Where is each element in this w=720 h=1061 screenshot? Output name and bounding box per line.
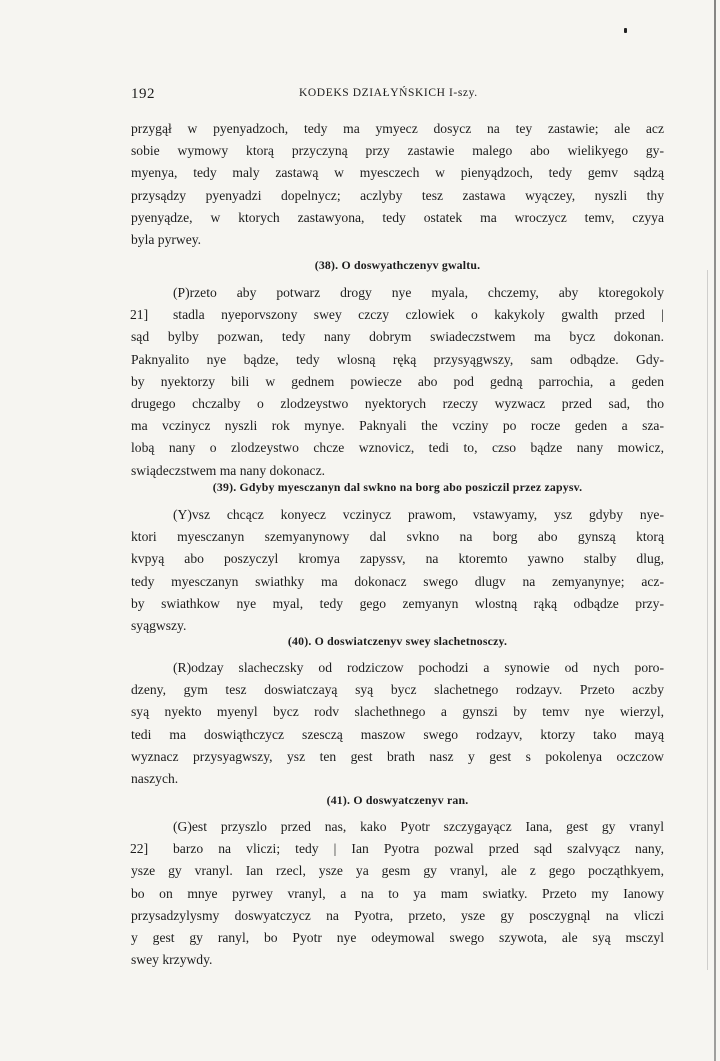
page-header xyxy=(131,86,664,106)
ink-speck xyxy=(624,28,627,33)
continuation-paragraph xyxy=(131,118,664,251)
text-line: (Y)vsz chcącz konyecz vczinycz prawom, vstawyamy, ysz gdyby nye- xyxy=(173,507,664,522)
section-paragraph-39 xyxy=(131,504,664,637)
text-line: swey krzywdy. xyxy=(131,952,213,968)
text-line: sobie wymowy ktorą przyczyną przy zastawie malego abo wielikyego gy- xyxy=(131,143,664,159)
text-line: sąd bylby pozwan, tedy nany dobrym swiadeczstwem ma bycz dokonan. xyxy=(131,329,664,345)
text-line: barzo na vliczi; tedy | Ian Pyotra pozwal przed sąd szalvyącz nany, xyxy=(173,841,664,857)
text-line: Paknyalito nye bądze, tedy wlosną ręką przysyągwszy, sam odbądze. Gdy- xyxy=(131,351,664,367)
text-line: (P)rzeto aby potwarz drogy nye myala, chczemy, aby ktoregokoly xyxy=(173,285,664,300)
page-number: 192 xyxy=(131,86,155,102)
section-heading-38: (38). O doswyathczenyv gwaltu. xyxy=(314,258,481,272)
text-line: stadla nyeporvszony swey czczy czlowiek o kakykoly gwalth przed | xyxy=(173,307,664,323)
page-edge-shadow xyxy=(714,0,716,1061)
text-line: syą nyekto myenyl bycz rodv slachethnego a gynszi by temv nye wierzyl, xyxy=(131,704,664,720)
margin-number-21: 21] xyxy=(130,307,149,322)
section-paragraph-40 xyxy=(131,657,664,790)
text-line: by swiathkow nye myal, tedy gego zemyanyn wlostną rąką odbądze przy- xyxy=(131,595,664,611)
text-line: byla pyrwey. xyxy=(131,232,202,248)
text-line: wyznacz przysyagwszy, ysz ten gest brath nasz y gest s pokolenya oczczow xyxy=(131,748,664,764)
section-heading-40: (40). O doswiatczenyv swey slachetnosczy. xyxy=(287,634,508,648)
text-line: myenya, tedy maly zastawą w myesczech w pienyądzoch, tedy gemv sądzą xyxy=(131,165,664,181)
text-line: tedy myesczanyn swiathky ma dokonacz swego dlugv na zemyanynye; acz- xyxy=(131,573,664,589)
running-title: KODEKS DZIAŁYŃSKICH I-szy. xyxy=(299,87,478,99)
text-line: pyenyądze, w ktorych zastawyona, tedy ostatek ma wroczycz temv, czyya xyxy=(131,209,664,225)
text-line: by nyektorzy bili w gednem powiecze abo pod gedną parrochia, a geden xyxy=(131,373,664,389)
text-line: naszych. xyxy=(131,771,179,787)
section-heading-39: (39). Gdyby myesczanyn dal swkno na borg abo posziczil przez zapysv. xyxy=(212,480,583,494)
text-line: przysądzy pyenyadzi dopelnycz; aczlyby tesz zastawa wyączey, nyszli thy xyxy=(131,187,664,203)
section-heading-41: (41). O doswyatczenyv ran. xyxy=(326,793,469,807)
text-line: (R)odzay slacheczsky od rodziczow pochodzi a synowie od nych poro- xyxy=(173,660,664,675)
section-paragraph-38 xyxy=(131,282,664,482)
text-line: lobą nany o zlodzeystwo chcze wznovicz, tedi to, czso bądze nany mowicz, xyxy=(131,440,664,456)
text-line: swiądeczstwem ma nany dokonacz. xyxy=(131,462,326,478)
text-line: bo on mnye pyrwey vranyl, a na to ya mam swiatky. Przeto my Ianowy xyxy=(131,885,664,901)
section-paragraph-41 xyxy=(131,816,664,971)
text-line: kvpyą abo poszyczyl kromya zapyssv, na ktoremto yawno stalby dlug, xyxy=(131,551,664,567)
text-line: ma vczinycz nyszli rok mynye. Paknyali the vcziny po rocze geden a sza- xyxy=(131,418,664,434)
text-line: przygął w pyenyadzoch, tedy ma ymyecz dosycz na tey zastawie; ale acz xyxy=(131,121,664,136)
margin-number-22: 22] xyxy=(130,841,149,856)
text-line: syągwszy. xyxy=(131,618,187,634)
text-line: dzeny, gym tesz doswiatczayą syą bycz slachetnego rodzayv. Przeto aczby xyxy=(131,682,664,698)
text-line: ysze gy vranyl. Ian rzecl, ysze ya gesm gy vranyl, ale z gego począthkyem, xyxy=(131,863,664,879)
page-edge-crease xyxy=(707,270,708,970)
text-line: drugego chczalby o zlodzeystwo nyektorych rzeczy wyzwacz przed sad, tho xyxy=(131,396,664,412)
text-line: ktori myesczanyn szemyanynowy dal svkno na borg abo gynszą ktorą xyxy=(131,529,664,545)
text-line: y gest gy ranyl, bo Pyotr nye odeymowal swego szywota, ale syą msczyl xyxy=(131,930,664,946)
text-line: przysadzylysmy doswyatczycz na Pyotra, przeto, ysze gy posczygnąl na vliczi xyxy=(131,907,664,923)
text-line: (G)est przyszlo przed nas, kako Pyotr szczygayącz Iana, gest gy vranyl xyxy=(173,819,664,834)
text-line: tedi ma doswiąthczycz szesczą maszow swego rodzayv, ktorzy tako mayą xyxy=(131,726,664,742)
